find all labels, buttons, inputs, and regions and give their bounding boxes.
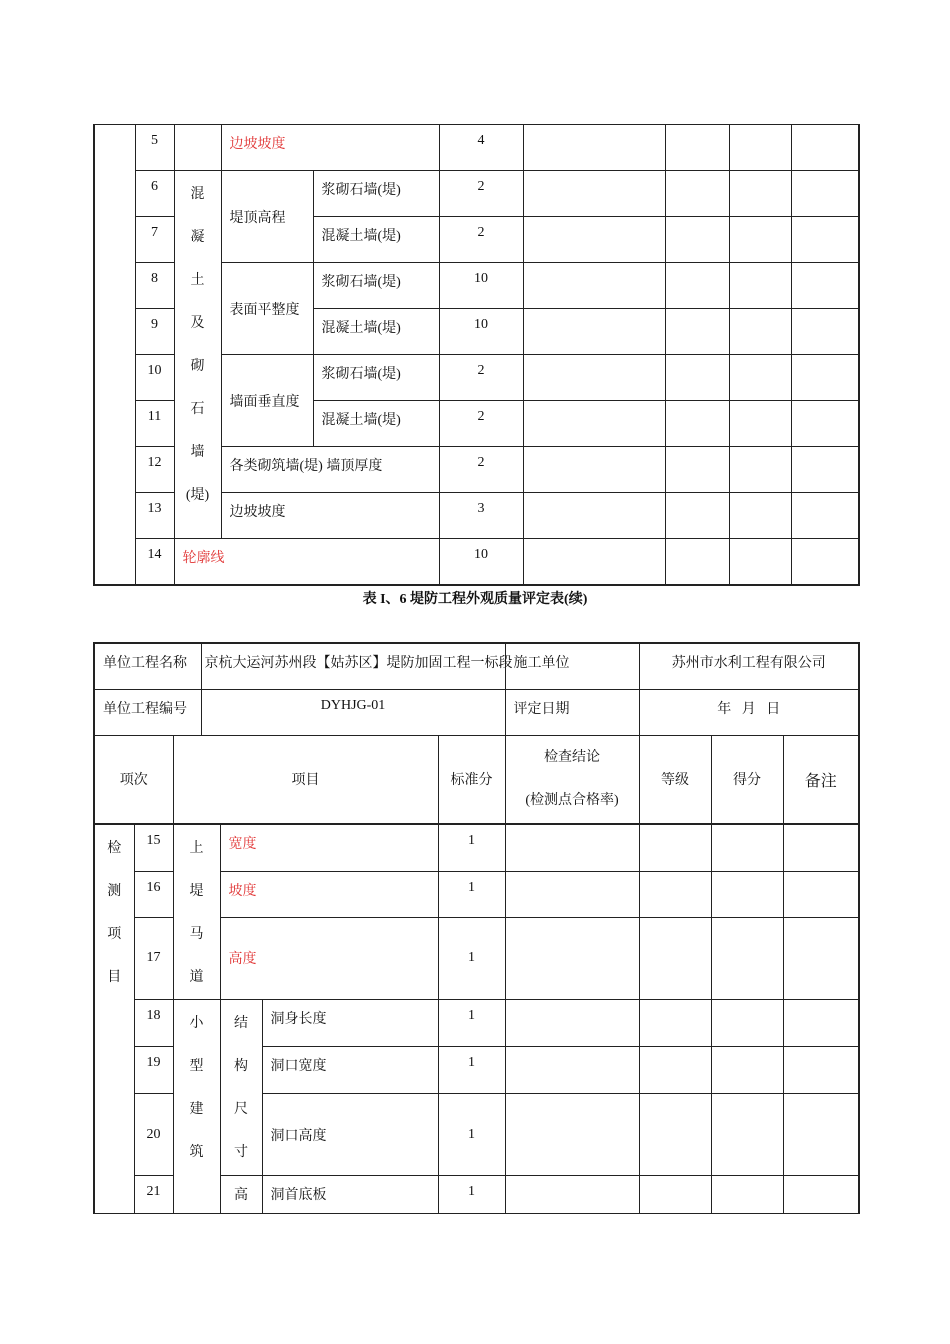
unit-code-label: 单位工程编号 [94,689,201,735]
standard-score: 1 [438,1047,505,1094]
row-number: 17 [134,917,173,999]
unit-name-value: 京杭大运河苏州段【姑苏区】堤防加固工程一标段 [201,643,505,689]
score-cell [729,263,791,309]
row-number: 9 [135,309,174,355]
row-number: 19 [134,1047,173,1094]
row-number: 20 [134,1094,173,1176]
header-score: 得分 [711,735,783,824]
group-char: 上 [189,841,204,856]
remark-cell [791,355,859,401]
header-conclusion-line2: (检测点合格率) [525,793,619,809]
score-cell [711,1094,783,1176]
remark-cell [791,493,859,539]
group-char: 石 [190,402,205,417]
conclusion-cell [505,1176,639,1214]
group-char: (堤) [185,488,210,503]
item-label: 各类砌筑墙(堤) 墙顶厚度 [221,447,439,493]
row-number: 12 [135,447,174,493]
grade-cell [665,263,729,309]
grade-cell [665,401,729,447]
group-char: 尺 [234,1102,249,1117]
standard-score: 10 [439,539,523,585]
table-caption: 表 I、6 堤防工程外观质量评定表(续) [362,592,588,607]
remark-cell [783,917,859,999]
standard-score: 1 [438,824,505,871]
standard-score: 4 [439,125,523,171]
header-remark: 备注 [783,735,859,824]
item-label: 洞口宽度 [262,1047,438,1094]
row-number: 10 [135,355,174,401]
conclusion-cell [505,871,639,917]
remark-cell [791,171,859,217]
row-number: 7 [135,217,174,263]
score-cell [729,125,791,171]
group-char: 型 [189,1059,204,1074]
table-row [94,1000,859,1047]
contractor-value: 苏州市水利工程有限公司 [639,643,859,689]
subgroup-label-structure-size [220,1000,262,1176]
conclusion-cell [523,401,665,447]
conclusion-cell [523,355,665,401]
score-cell [729,539,791,585]
contractor-label: 施工单位 [505,643,639,689]
standard-score: 2 [439,217,523,263]
item-label: 高度 [220,917,438,999]
group-char: 寸 [234,1145,249,1160]
standard-score: 10 [439,309,523,355]
appearance-quality-table [93,642,860,1214]
remark-cell [783,1000,859,1047]
item-label: 坡度 [220,871,438,917]
grade-cell [665,355,729,401]
row-number: 11 [135,401,174,447]
row-number: 8 [135,263,174,309]
remark-cell [791,125,859,171]
grade-cell [639,824,711,871]
item-label: 表面平整度 [221,263,313,355]
grade-cell [665,125,729,171]
header-index: 项次 [94,735,173,824]
conclusion-cell [523,217,665,263]
group-label-small-building [173,1000,220,1214]
item-label: 洞身长度 [262,1000,438,1047]
conclusion-cell [505,1094,639,1176]
group-char: 砌 [190,359,205,374]
group-char: 墙 [190,445,205,460]
remark-cell [791,401,859,447]
header-row [94,735,859,824]
conclusion-cell [505,1000,639,1047]
header-standard-score: 标准分 [438,735,505,824]
conclusion-cell [523,539,665,585]
item-label: 宽度 [220,824,438,871]
header-conclusion [505,735,639,824]
info-row [94,643,859,689]
row-number: 21 [134,1176,173,1214]
remark-cell [783,1047,859,1094]
info-row [94,689,859,735]
grade-cell [665,539,729,585]
grade-cell [665,171,729,217]
remark-cell [791,309,859,355]
score-cell [711,917,783,999]
subgroup-label-height: 高 [220,1176,262,1214]
evaluation-date-value: 年 月 日 [639,689,859,735]
unit-code-value: DYHJG-01 [201,689,505,735]
item-label: 边坡坡度 [221,125,439,171]
group-char: 建 [189,1102,204,1117]
score-cell [729,401,791,447]
remark-cell [791,447,859,493]
sub-item-label: 浆砌石墙(堤) [313,263,439,309]
score-cell [729,493,791,539]
group-char: 及 [190,316,205,331]
standard-score: 3 [439,493,523,539]
unit-name-label: 单位工程名称 [94,643,201,689]
side-char: 项 [107,927,122,942]
score-cell [711,1000,783,1047]
grade-cell [665,217,729,263]
conclusion-cell [505,917,639,999]
side-char: 测 [107,884,122,899]
standard-score: 2 [439,355,523,401]
side-char: 目 [107,970,122,985]
sub-item-label: 浆砌石墙(堤) [313,171,439,217]
remark-cell [783,824,859,871]
conclusion-cell [505,1047,639,1094]
group-char: 小 [189,1016,204,1031]
side-cell [94,125,135,585]
conclusion-cell [523,309,665,355]
standard-score: 1 [438,917,505,999]
score-cell [711,1047,783,1094]
score-cell [711,871,783,917]
group-char: 混 [190,187,205,202]
group-label-berm [173,824,220,1000]
standard-score: 1 [438,871,505,917]
group-label-concrete-masonry [174,171,221,539]
sub-item-label: 混凝土墙(堤) [313,401,439,447]
item-label: 洞首底板 [262,1176,438,1214]
sub-item-label: 混凝土墙(堤) [313,309,439,355]
grade-cell [639,871,711,917]
table-row [94,171,859,217]
row-number: 6 [135,171,174,217]
grade-cell [639,1047,711,1094]
group-char: 道 [189,970,204,985]
row-number: 16 [134,871,173,917]
sub-item-label: 浆砌石墙(堤) [313,355,439,401]
score-cell [729,217,791,263]
group-char: 马 [189,927,204,942]
grade-cell [665,309,729,355]
item-label: 轮廓线 [174,539,439,585]
group-cell [174,125,221,171]
group-char: 结 [234,1016,249,1031]
grade-cell [639,917,711,999]
side-label-inspection-items [94,824,134,1214]
conclusion-cell [523,125,665,171]
row-number: 18 [134,1000,173,1047]
conclusion-cell [523,263,665,309]
row-number: 15 [134,824,173,871]
table-row [94,125,859,171]
grade-cell [639,1000,711,1047]
item-label: 墙面垂直度 [221,355,313,447]
row-number: 14 [135,539,174,585]
conclusion-cell [523,447,665,493]
item-label: 边坡坡度 [221,493,439,539]
row-number: 5 [135,125,174,171]
table-row [94,824,859,871]
score-cell [729,171,791,217]
remark-cell [791,539,859,585]
group-char: 堤 [189,884,204,899]
remark-cell [783,1176,859,1214]
score-cell [729,447,791,493]
standard-score: 2 [439,447,523,493]
sub-item-label: 混凝土墙(堤) [313,217,439,263]
grade-cell [639,1094,711,1176]
grade-cell [665,447,729,493]
grade-cell [665,493,729,539]
group-char: 凝 [190,230,205,245]
remark-cell [783,871,859,917]
table-row [94,539,859,585]
standard-score: 1 [438,1176,505,1214]
conclusion-cell [505,824,639,871]
item-label: 洞口高度 [262,1094,438,1176]
standard-score: 1 [438,1000,505,1047]
row-number: 13 [135,493,174,539]
score-cell [729,309,791,355]
grade-cell [639,1176,711,1214]
score-cell [711,824,783,871]
standard-score: 10 [439,263,523,309]
header-conclusion-line1: 检查结论 [544,750,601,766]
conclusion-cell [523,493,665,539]
conclusion-cell [523,171,665,217]
evaluation-date-label: 评定日期 [505,689,639,735]
standard-score: 1 [438,1094,505,1176]
group-char: 土 [190,273,205,288]
group-char: 筑 [189,1145,204,1160]
item-label: 堤顶高程 [221,171,313,263]
group-char: 构 [234,1059,249,1074]
remark-cell [791,217,859,263]
side-char: 检 [107,841,122,856]
table-continued [93,124,860,586]
header-item: 项目 [173,735,438,824]
standard-score: 2 [439,171,523,217]
remark-cell [783,1094,859,1176]
remark-cell [791,263,859,309]
standard-score: 2 [439,401,523,447]
score-cell [729,355,791,401]
header-grade: 等级 [639,735,711,824]
score-cell [711,1176,783,1214]
